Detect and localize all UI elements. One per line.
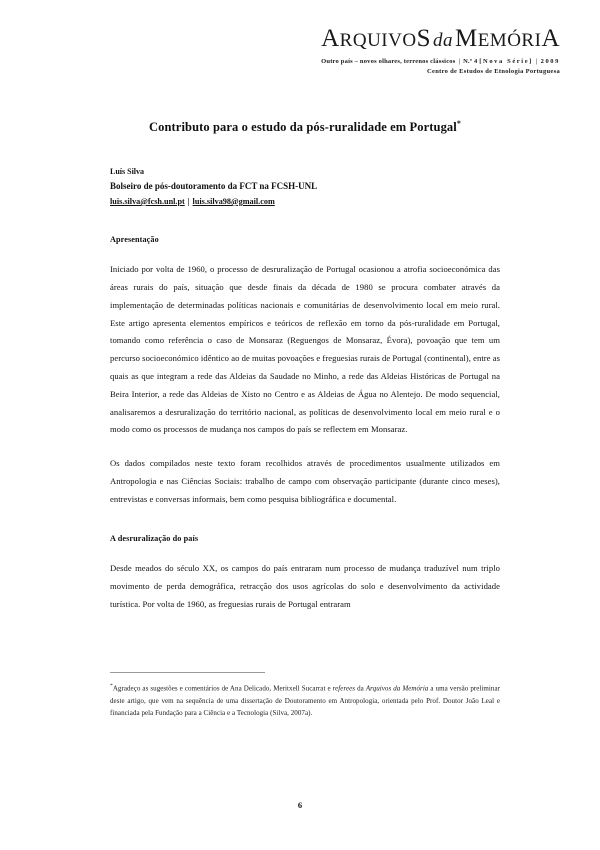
journal-title-a2: A [541,25,560,52]
masthead-year: 2009 [540,58,560,66]
masthead-issue-line [40,57,560,67]
email-separator: | [187,196,190,206]
masthead-issue-number: N.º 4 [463,58,478,66]
author-name: Luís Silva [110,167,145,177]
footnote-text [110,682,500,720]
footnote-area [110,672,500,720]
journal-title-s: S [416,25,431,52]
article-title [110,119,500,135]
article-title-text: Contributo para o estudo da pós-ruralidade em Portugal [149,119,457,134]
author-emails [110,195,500,209]
page-number: 6 [297,800,303,810]
masthead-theme: Outro país – novos olhares, terrenos clássicos [321,58,456,66]
footnote-italic-referees: referees [332,684,356,693]
paragraph: Desde meados do século XX, os campos do país entraram num processo de mudança traduzível num triplo movimento de perda demográfica, retracção dos usos agrícolas do solo e desenvolvimento da actividade turística. Por volta de 1960, as freguesias rurais de Portugal entraram [110,563,500,609]
article-title-footnote-marker: * [456,118,461,128]
masthead-separator-1: | [458,58,461,66]
masthead-publisher: Centro de Estudos de Etnologia Portuguesa [427,68,560,75]
footnote-part-3: a uma versão preliminar deste artigo, que vem na sequência de uma dissertação de Doutoramento em Antropologia, orientada pelo Prof. Doutor João Leal e financiada pela Fundação para a Ciência e a Tecnologia (Silva, 2007a). [110,684,500,718]
journal-title-emori: EMÓRI [477,30,542,51]
journal-title-a: A [321,25,340,52]
footnote-part-2: da [355,684,366,693]
paragraph: Os dados compilados neste texto foram recolhidos através de procedimentos usualmente utilizados em Antropologia e nas Ciências Sociais: trabalho de campo com observação participante (durante cinco meses), entrevistas e conversas informais, bem como pesquisa bibliográfica e documental. [110,458,500,504]
journal-masthead [0,0,600,77]
section-heading-apresentacao: Apresentação [110,235,159,245]
journal-title-da: da [432,30,453,51]
masthead-series: [Nova Série] [479,58,533,66]
footnote-marker: * [110,683,113,689]
footnote-separator-rule [110,672,265,673]
author-affiliation: Bolseiro de pós-doutoramento da FCT na FCSH-UNL [110,181,318,192]
journal-title-rquivo: RQUIVO [339,30,417,51]
journal-title [40,26,560,52]
article-content [0,119,600,614]
footnote-part-1: Agradeço as sugestões e comentários de Ana Delicado, Meritxell Sucarrat e [112,684,333,693]
email-secondary-link[interactable]: luis.silva98@gmail.com [192,196,275,206]
journal-title-m: M [454,25,478,52]
email-primary-link[interactable]: luis.silva@fcsh.unl.pt [110,196,185,206]
author-block [110,165,500,209]
section-heading-desruralizacao: A desruralização do país [110,534,199,544]
footnote-italic-journal: Arquivos da Memória [365,684,429,693]
masthead-separator-2: | [535,58,538,66]
paragraph: Iniciado por volta de 1960, o processo de desruralização de Portugal ocasionou a atrofia socioeconómica das áreas rurais do país, situação que desde finais da década de 1980 se procura combater através da implementação de determinadas políticas nacionais e comunitárias de desenvolvimento local em meio rural. Este artigo apresenta elementos empíricos e teóricos de reflexão em torno da pós-ruralidade em Portugal, tomando como referência o caso de Monsaraz (Reguengos de Monsaraz, Évora), povoação que tem um percurso socioeconómico idêntico ao de muitas povoações e freguesias rurais de Portugal (continental), entre as quais as que integram a rede das Aldeias da Saudade no Minho, a rede das Aldeias Históricas de Portugal na Beira Interior, a rede das Aldeias de Xisto no Centro e as Aldeias de Água no Alentejo. De modo sequencial, analisaremos a desruralização do território nacional, as políticas de desenvolvimento local em meio rural e o modo como os processos de mudança nos campos do país se reflectem em Monsaraz. [110,264,500,435]
